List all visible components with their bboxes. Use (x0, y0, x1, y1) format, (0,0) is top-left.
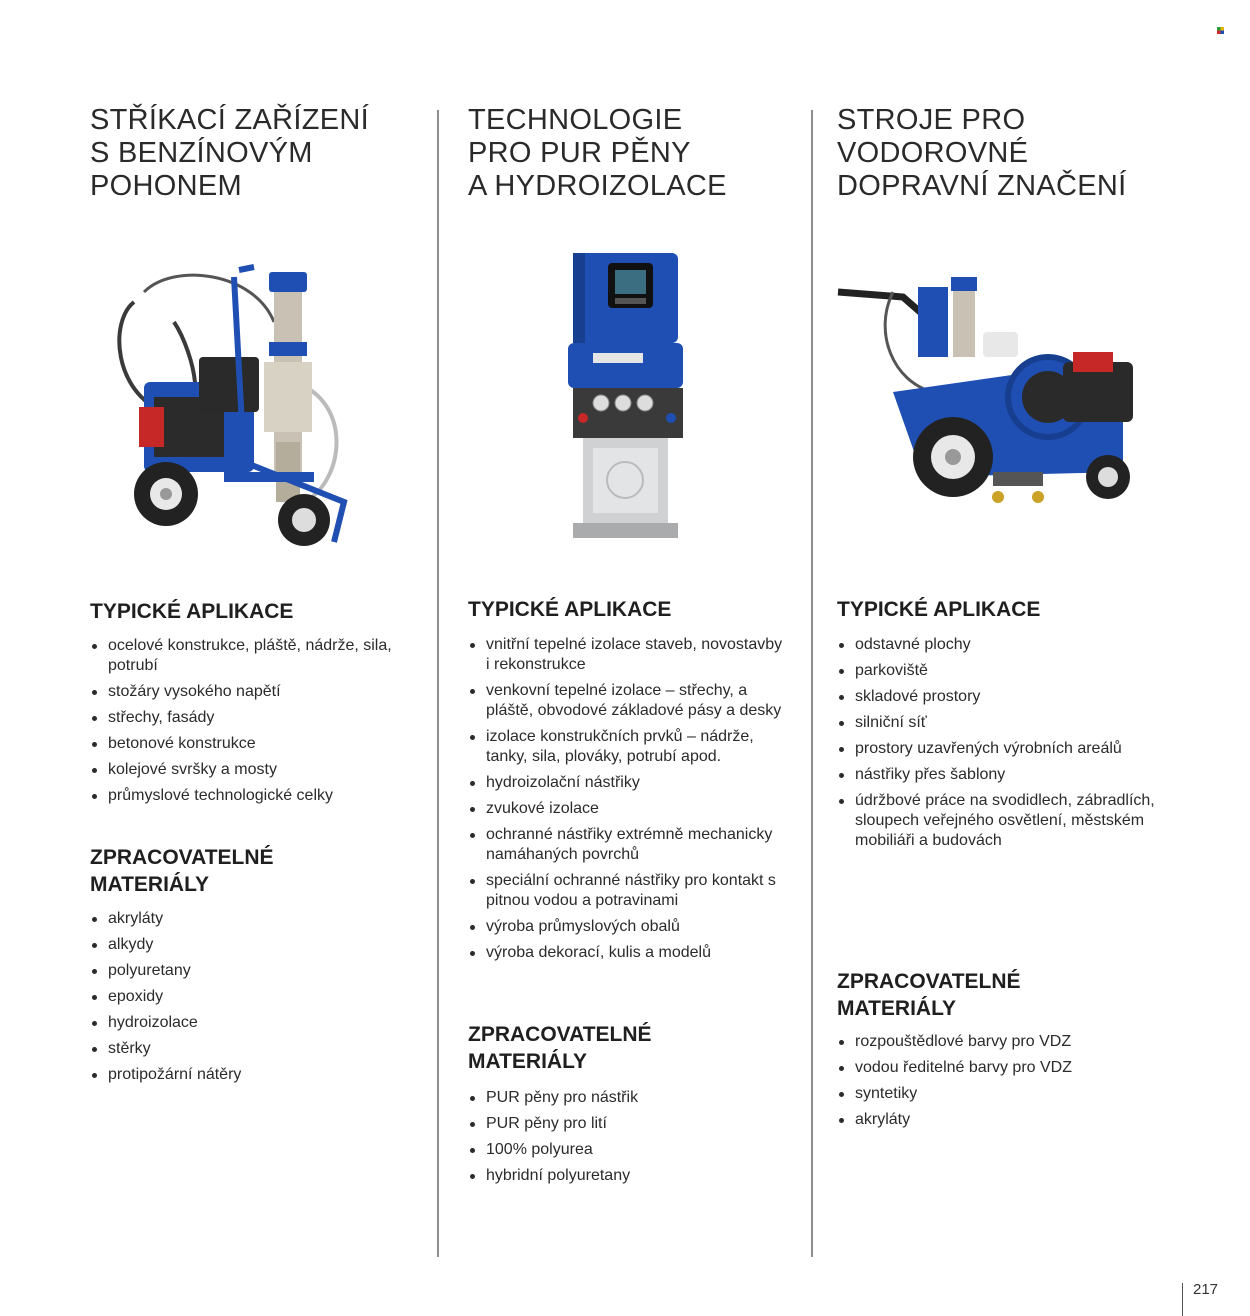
list-item: odstavné plochy (837, 635, 1167, 655)
list-item: stožáry vysokého napětí (90, 682, 410, 702)
gasoline-sprayer-image (104, 262, 366, 552)
materials-list (468, 1088, 788, 1192)
applications-list (468, 635, 788, 969)
list-item: skladové prostory (837, 687, 1167, 707)
list-item: epoxidy (90, 987, 410, 1007)
list-item: akryláty (90, 909, 410, 929)
list-item: rozpouštědlové barvy pro VDZ (837, 1032, 1167, 1052)
materials-list (837, 1032, 1167, 1136)
list-item: syntetiky (837, 1084, 1167, 1104)
list-item: silniční síť (837, 713, 1167, 733)
column-divider (811, 110, 813, 1257)
column-divider (437, 110, 439, 1257)
list-item: ocelové konstrukce, pláště, nádrže, sila, potrubí (90, 636, 410, 676)
list-item: hybridní polyuretany (468, 1166, 788, 1186)
list-item: akryláty (837, 1110, 1167, 1130)
list-item: betonové konstrukce (90, 734, 410, 754)
column-title: TECHNOLOGIE PRO PUR PĚNY A HYDROIZOLACE (468, 104, 727, 202)
list-item: střechy, fasády (90, 708, 410, 728)
list-item: prostory uzavřených výrobních areálů (837, 739, 1167, 759)
color-mark-icon (1217, 27, 1224, 34)
materials-list (90, 909, 410, 1091)
column-title: STROJE PRO VODOROVNÉ DOPRAVNÍ ZNAČENÍ (837, 104, 1127, 202)
list-item: parkoviště (837, 661, 1167, 681)
list-item: polyuretany (90, 961, 410, 981)
materials-heading: ZPRACOVATELNÉ MATERIÁLY (468, 1023, 652, 1073)
list-item: PUR pěny pro lití (468, 1114, 788, 1134)
materials-heading: ZPRACOVATELNÉ MATERIÁLY (837, 970, 1021, 1020)
list-item: vnitřní tepelné izolace staveb, novostavby i rekonstrukce (468, 635, 788, 675)
list-item: alkydy (90, 935, 410, 955)
list-item: vodou ředitelné barvy pro VDZ (837, 1058, 1167, 1078)
list-item: průmyslové technologické celky (90, 786, 410, 806)
list-item: kolejové svršky a mosty (90, 760, 410, 780)
list-item: speciální ochranné nástřiky pro kontakt s pitnou vodou a potravinami (468, 871, 788, 911)
list-item: údržbové práce na svodidlech, zábradlích, sloupech veřejného osvětlení, městském mobiliáři a budovách (837, 791, 1167, 851)
pur-proportioner-image (563, 248, 693, 548)
list-item: venkovní tepelné izolace – střechy, a pláště, obvodové základové pásy a desky (468, 681, 788, 721)
list-item: výroba dekorací, kulis a modelů (468, 943, 788, 963)
list-item: izolace konstrukčních prvků – nádrže, tanky, sila, plováky, potrubí apod. (468, 727, 788, 767)
page-number: 217 (1193, 1281, 1219, 1298)
list-item: zvukové izolace (468, 799, 788, 819)
list-item: ochranné nástřiky extrémně mechanicky namáhaných povrchů (468, 825, 788, 865)
list-item: 100% polyurea (468, 1140, 788, 1160)
applications-list (90, 636, 410, 812)
applications-heading: TYPICKÉ APLIKACE (468, 598, 672, 621)
list-item: hydroizolace (90, 1013, 410, 1033)
list-item: výroba průmyslových obalů (468, 917, 788, 937)
list-item: nástřiky přes šablony (837, 765, 1167, 785)
list-item: hydroizolační nástřiky (468, 773, 788, 793)
list-item: protipožární nátěry (90, 1065, 410, 1085)
list-item: PUR pěny pro nástřik (468, 1088, 788, 1108)
line-striper-image (833, 272, 1145, 527)
applications-heading: TYPICKÉ APLIKACE (90, 600, 294, 623)
applications-heading: TYPICKÉ APLIKACE (837, 598, 1041, 621)
page-number-rule (1182, 1283, 1183, 1316)
list-item: stěrky (90, 1039, 410, 1059)
applications-list (837, 635, 1167, 857)
column-title: STŘÍKACÍ ZAŘÍZENÍ S BENZÍNOVÝM POHONEM (90, 104, 370, 202)
materials-heading: ZPRACOVATELNÉ MATERIÁLY (90, 846, 274, 896)
